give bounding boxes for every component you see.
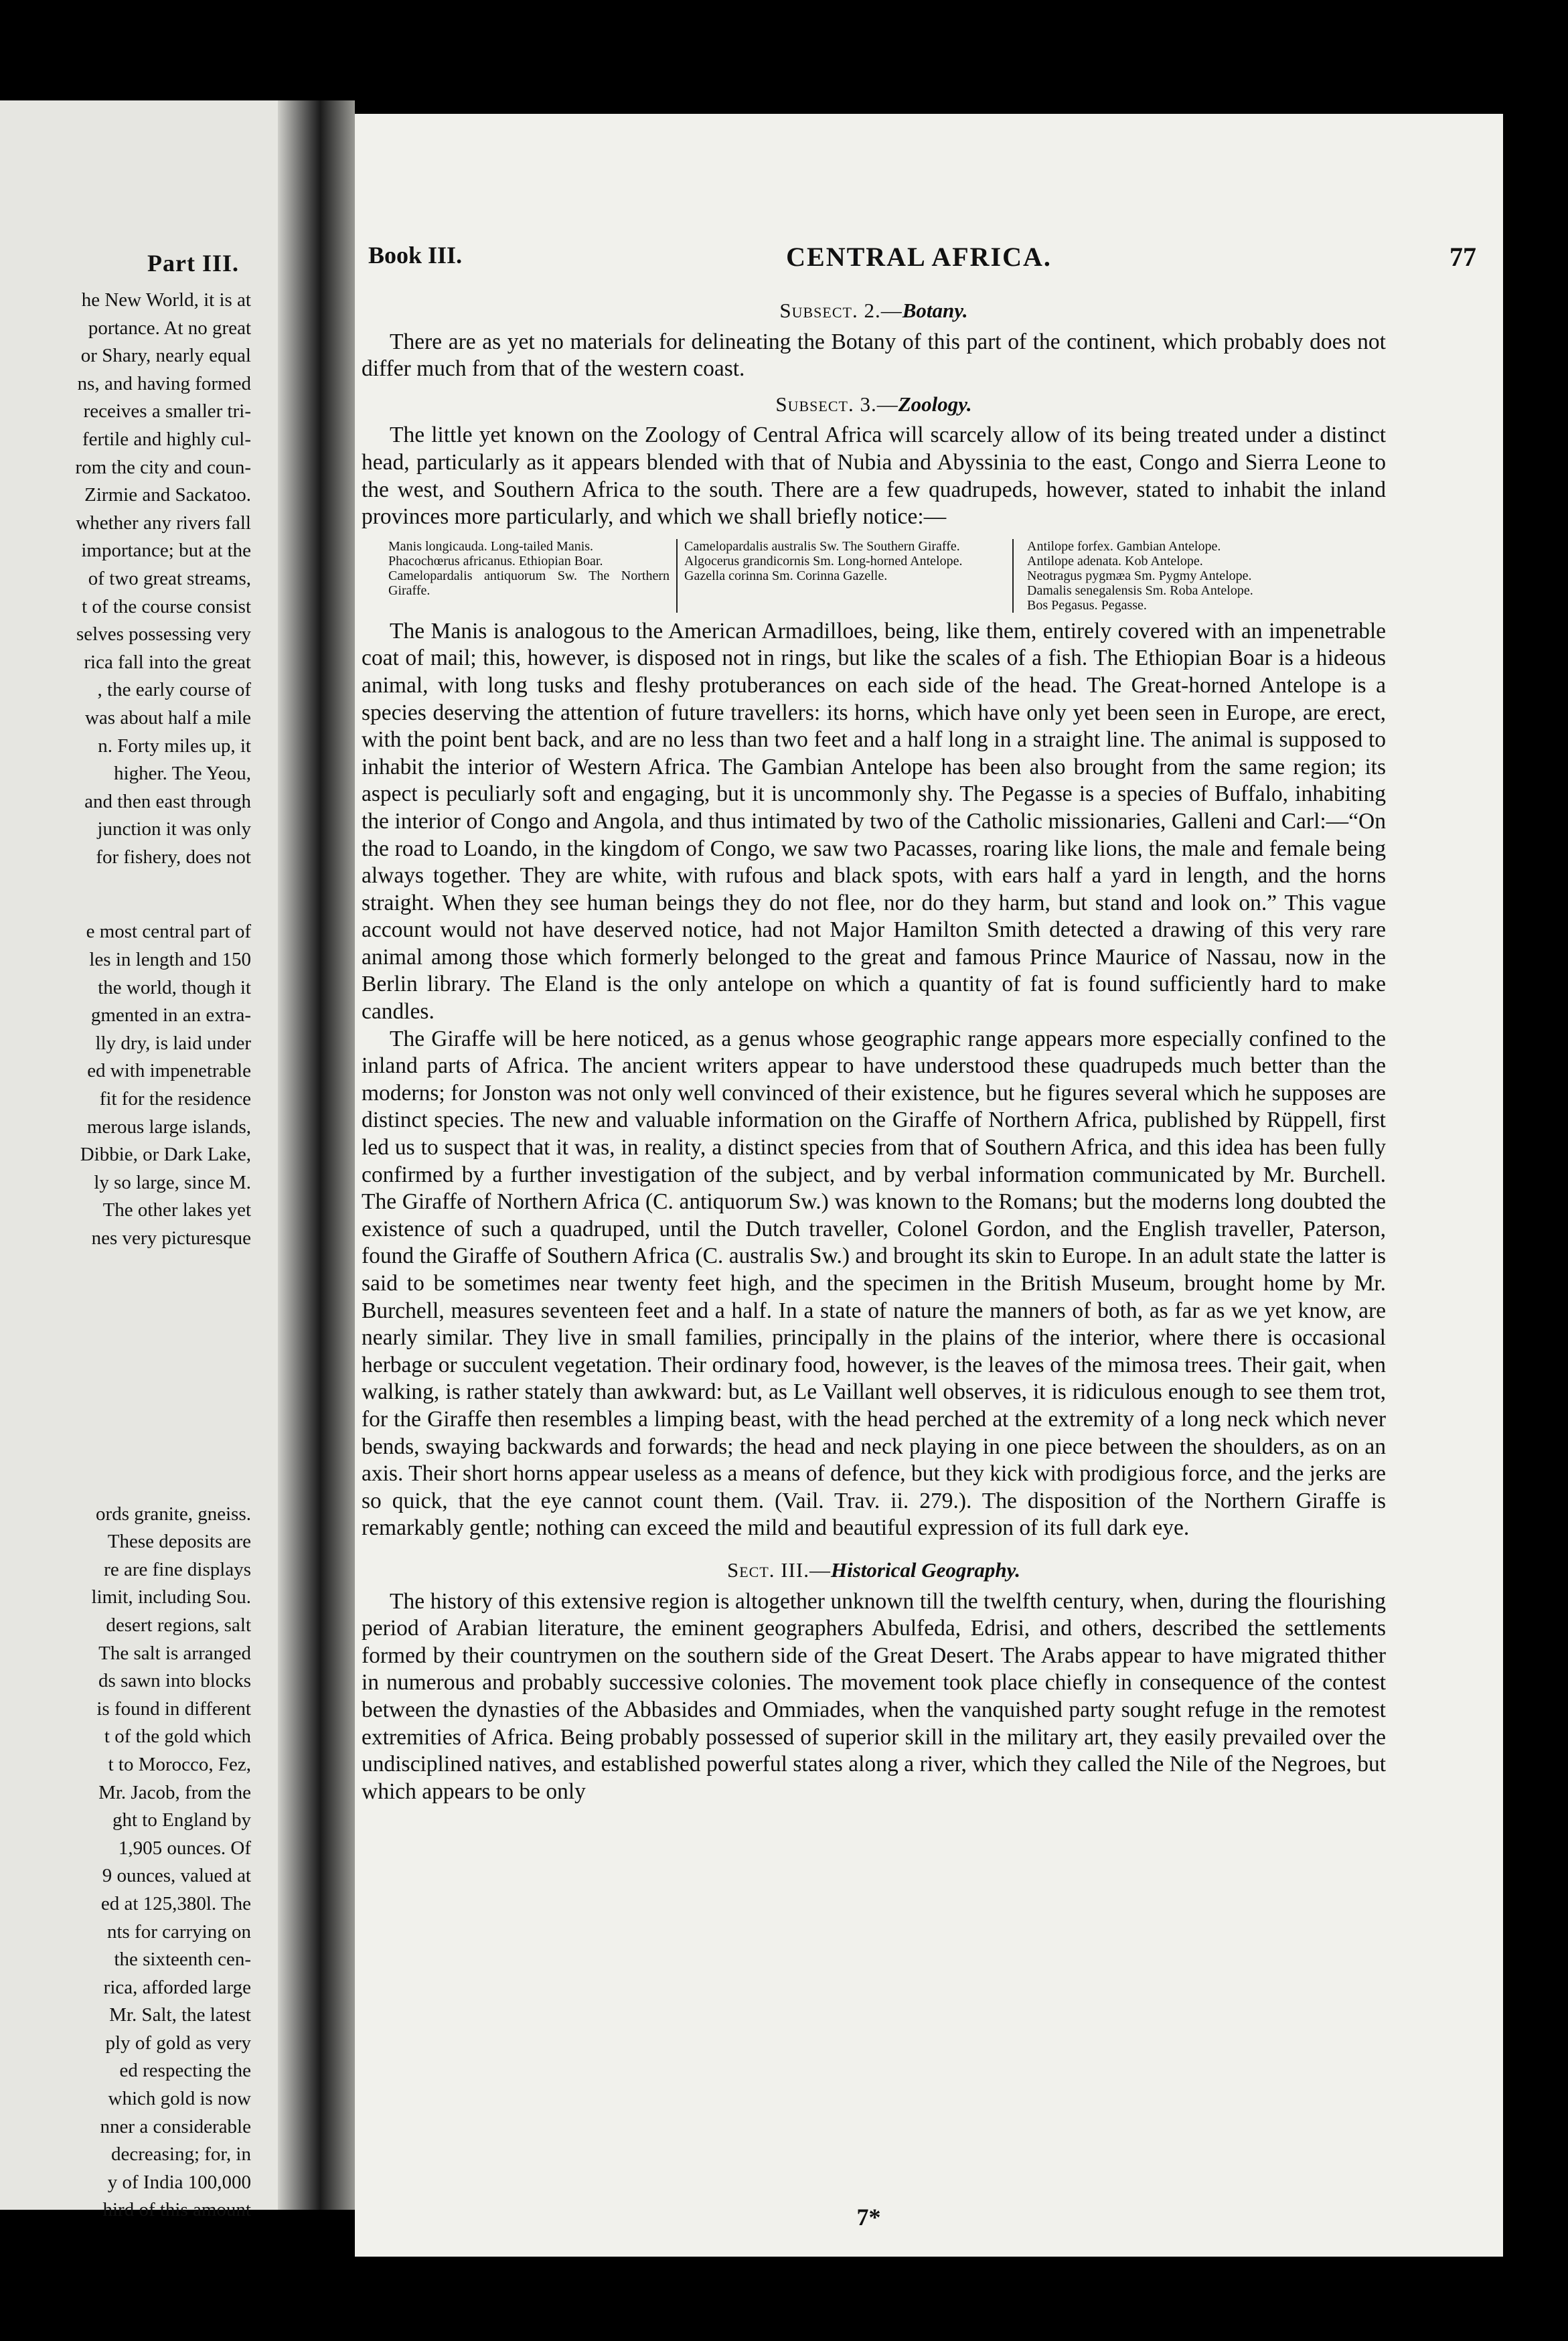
species-entry: Damalis senegalensis Sm. Roba Antelope. xyxy=(1027,583,1253,598)
page-body xyxy=(362,289,1386,1805)
species-entry: Neotragus pygmæa Sm. Pygmy Antelope. xyxy=(1027,568,1252,583)
left-text-line: portance. At no great xyxy=(88,317,251,339)
page-number: 77 xyxy=(1449,242,1476,272)
left-text-line: t to Morocco, Fez, xyxy=(108,1753,251,1775)
left-text-line: Mr. Jacob, from the xyxy=(98,1781,251,1803)
left-text-line: ns, and having formed xyxy=(77,372,251,394)
left-text-block-3 xyxy=(0,1501,251,2224)
left-text-line: gmented in an extra- xyxy=(90,1004,251,1027)
left-text-line: is found in different xyxy=(96,1697,251,1720)
subsection-zoology-heading: Subsect. 3.—Zoology. xyxy=(775,392,972,416)
zoology-intro-paragraph: The little yet known on the Zoology of Central Africa will scarcely allow of its being treated under a distinct head, particularly as it appears blended with that of Nubia and Abyssinia to the east, Congo and Sierra Leone to the west, and Southern Africa to the south. There are a few quadrupeds, however, stated to inhabit the inland provinces more particularly, and which we shall briefly notice:— xyxy=(362,423,1386,530)
running-head xyxy=(362,241,1476,275)
left-text-line: nner a considerable xyxy=(100,2115,251,2137)
left-text-line: ght to England by xyxy=(112,1809,251,1831)
left-text-line: re are fine displays xyxy=(104,1558,251,1580)
left-text-line: ed with impenetrable xyxy=(87,1060,251,1082)
left-text-line: The other lakes yet xyxy=(102,1199,251,1221)
left-text-line: hird of this amount xyxy=(102,2199,251,2221)
left-text-line: of two great streams, xyxy=(88,567,251,589)
species-entry: Gazella corinna Sm. Corinna Gazelle. xyxy=(684,568,888,583)
left-text-line: ed respecting the xyxy=(119,2060,251,2082)
left-text-line: higher. The Yeou, xyxy=(114,763,251,785)
right-page xyxy=(355,114,1503,2257)
species-column-1 xyxy=(388,539,678,613)
species-entry: Manis longicauda. Long-tailed Manis. xyxy=(388,538,594,554)
left-text-line: desert regions, salt xyxy=(106,1614,251,1636)
left-text-line: junction it was only xyxy=(97,818,251,840)
botany-paragraph: There are as yet no materials for delineating the Botany of this part of the continent, which probably does not differ much from that of the western coast. xyxy=(362,329,1386,382)
left-text-line: The salt is arranged xyxy=(98,1642,251,1664)
left-text-line: les in length and 150 xyxy=(89,949,251,971)
left-text-line: fertile and highly cul- xyxy=(82,428,251,450)
left-text-line: for fishery, does not xyxy=(96,846,251,868)
left-text-line: lly dry, is laid under xyxy=(95,1032,251,1054)
manis-paragraph: The Manis is analogous to the American Armadilloes, being, like them, entirely covered with an impenetrable coat of mail; this, however, is disposed not in rings, but like the scales of a fish. The Ethiopian Boar is a hideous animal, with long tusks and fleshy protuberances on each side of the head. The Great-horned Antelope is a species deserving the attention of future travellers: its horns, which have only yet been seen in Europe, are erect, with the point bent back, and are no less than two feet and a half long in a straight line. The animal is supposed to inhabit the interior of Western Africa. The Gambian Antelope has been also brought from the same region; its aspect is peculiarly soft and engaging, but it is uncommonly shy. The Pegasse is a species of Buffalo, inhabiting the interior of Congo and Angola, and thus intimated by two of the Catholic missionaries, Galleni and Carl:—“On the road to Loando, in the kingdom of Congo, we saw two Pacasses, roaring like lions, the male and female being always together. They are white, with rufous and black spots, with ears half a yard in length, and the horns straight. When they see human beings they do not flee, nor do they harm, but stand and look on.” This vague account would not have deserved notice, had not Major Hamilton Smith detected a drawing of this very rare animal among those which formerly belonged to the great and famous Prince Maurice of Nassau, now in the Berlin library. The Eland is the only antelope on which a quantity of fat is found sufficiently hard to make candles. xyxy=(362,618,1386,1025)
left-page xyxy=(0,100,278,2221)
left-text-line: he New World, it is at xyxy=(81,289,251,311)
species-entry: Camelopardalis australis Sw. The Southern Giraffe. xyxy=(684,538,960,554)
history-paragraph: The history of this extensive region is altogether unknown till the twelfth century, when, during the flourishing period of Arabian literature, the eminent geographers Abulfeda, Edrisi, and others, described the settlements formed by their countrymen on the southern side of the Great Desert. The Arabs appear to have migrated thither in numerous and probably successive colonies. The movement took place chiefly in consequence of the contest between the dynasties of the Abbasides and Ommiades, when the vanquished party sought refuge in the remotest extremities of Africa. Being probably possessed of superior skill in the military art, they easily prevailed over the undisciplined natives, and established powerful states along a river, which they called the Nile of the Negroes, but which appears to be only xyxy=(362,1588,1386,1804)
left-text-line: ords granite, gneiss. xyxy=(96,1503,251,1525)
species-entry: Antilope adenata. Kob Antelope. xyxy=(1027,553,1203,569)
left-text-line: merous large islands, xyxy=(86,1116,251,1138)
left-text-line: Mr. Salt, the latest xyxy=(109,2004,251,2026)
section-historical-geography-heading: Sect. III.—Historical Geography. xyxy=(726,1558,1021,1582)
species-entry: Bos Pegasus. Pegasse. xyxy=(1027,597,1147,613)
left-text-line: , the early course of xyxy=(97,679,251,701)
left-text-line: which gold is now xyxy=(108,2088,251,2110)
left-text-line: fit for the residence xyxy=(99,1088,251,1110)
left-text-line: ds sawn into blocks xyxy=(98,1670,251,1692)
species-column-3 xyxy=(1014,539,1348,613)
species-column-2 xyxy=(678,539,1014,613)
left-text-line: or Shary, nearly equal xyxy=(80,345,251,367)
species-entry: Phacochœrus africanus. Ethiopian Boar. xyxy=(388,553,603,569)
left-text-line: was about half a mile xyxy=(84,706,251,729)
left-text-line: t of the gold which xyxy=(104,1726,251,1748)
left-text-line: e most central part of xyxy=(86,921,251,943)
giraffe-paragraph: The Giraffe will be here noticed, as a genus whose geographic range appears more especially confined to the inland parts of Africa. The ancient writers appear to have understood these quadrupeds much better than the moderns; for Jonston was not only well convinced of their existence, but he figures several which he supposes are distinct species. The new and valuable information on the Giraffe of Northern Africa, published by Rüppell, first led us to suspect that it was, in reality, a distinct species from that of Southern Africa, and this idea has been fully confirmed by a further investigation of the subject, and by verbal information communicated by Mr. Burchell. The Giraffe of Northern Africa (C. antiquorum Sw.) was known to the Romans; but the moderns long doubted the existence of such a quadruped, until the Dutch traveller, Colonel Gordon, and the English traveller, Paterson, found the Giraffe of Southern Africa (C. australis Sw.) and brought its skin to Europe. In an adult state the latter is said to be sometimes near twenty feet high, and the specimen in the British Museum, brought home by Mr. Burchell, measures seventeen feet and a half. In a state of nature the manners of both, as far as we yet know, are nearly similar. They live in small families, principally in the plains of the interior, where there is occasional herbage or succulent vegetation. Their ordinary food, however, is the leaves of the mimosa trees. Their gait, when walking, is rather stately than awkward: but, as Le Vaillant well observes, it is ridiculous enough to see them trot, for the Giraffe then resembles a limping beast, with the head perched at the extremity of a long neck which never bends, swaying backwards and forwards; the head and neck playing in one piece between the shoulders, as on an axis. Their short horns appear useless as a means of defence, but they kick with prodigious force, and the jerks are so quick, that the eye cannot count them. (Vail. Trav. ii. 279.). The disposition of the Northern Giraffe is remarkably gentle; nothing can exceed the mild and beautiful expression of its full dark eye. xyxy=(362,1026,1386,1541)
subsection-botany-heading: Subsect. 2.—Botany. xyxy=(779,299,968,322)
left-text-line: the sixteenth cen- xyxy=(114,1949,251,1971)
left-text-line: y of India 100,000 xyxy=(107,2171,251,2193)
left-text-line: t of the course consist xyxy=(82,595,251,617)
book-label: Book III. xyxy=(368,242,463,269)
species-entry: Algocerus grandicornis Sm. Long-horned Antelope. xyxy=(684,553,963,569)
left-text-line: importance; but at the xyxy=(81,540,251,562)
book-gutter xyxy=(278,100,355,2210)
left-text-line: receives a smaller tri- xyxy=(83,400,251,423)
left-text-block-2 xyxy=(0,918,251,1252)
left-text-line: ed at 125,380l. The xyxy=(100,1892,251,1914)
left-text-line: and then east through xyxy=(84,790,251,812)
left-page-header: Part III. xyxy=(147,250,239,277)
left-text-line: 1,905 ounces. Of xyxy=(118,1837,251,1859)
species-entry: Camelopardalis antiquorum Sw. The Northern Giraffe. xyxy=(388,568,670,598)
left-text-line: 9 ounces, valued at xyxy=(102,1865,251,1887)
left-text-line: the world, though it xyxy=(98,976,251,998)
species-list xyxy=(388,539,1386,613)
signature-mark: 7* xyxy=(856,2204,881,2231)
left-text-line: n. Forty miles up, it xyxy=(98,735,251,757)
left-text-line: limit, including Sou. xyxy=(91,1586,251,1608)
left-text-line: decreasing; for, in xyxy=(110,2143,251,2166)
left-text-line: These deposits are xyxy=(107,1531,251,1553)
left-text-line: ly so large, since M. xyxy=(94,1171,251,1193)
left-text-line: ply of gold as very xyxy=(105,2032,251,2054)
left-text-line: Dibbie, or Dark Lake, xyxy=(80,1144,251,1166)
left-text-line: selves possessing very xyxy=(76,623,251,646)
left-text-line: Zirmie and Sackatoo. xyxy=(84,484,251,506)
left-page-column xyxy=(0,287,251,2224)
left-text-line: rica, afforded large xyxy=(103,1976,251,1998)
left-text-line: nes very picturesque xyxy=(91,1227,251,1249)
left-text-line: rom the city and coun- xyxy=(75,456,251,478)
left-text-line: whether any rivers fall xyxy=(76,512,251,534)
page-title: CENTRAL AFRICA. xyxy=(786,242,1052,272)
left-text-line: rica fall into the great xyxy=(84,651,251,673)
species-entry: Antilope forfex. Gambian Antelope. xyxy=(1027,538,1221,554)
left-text-line: nts for carrying on xyxy=(106,1920,251,1943)
left-text-block-1 xyxy=(0,287,251,871)
